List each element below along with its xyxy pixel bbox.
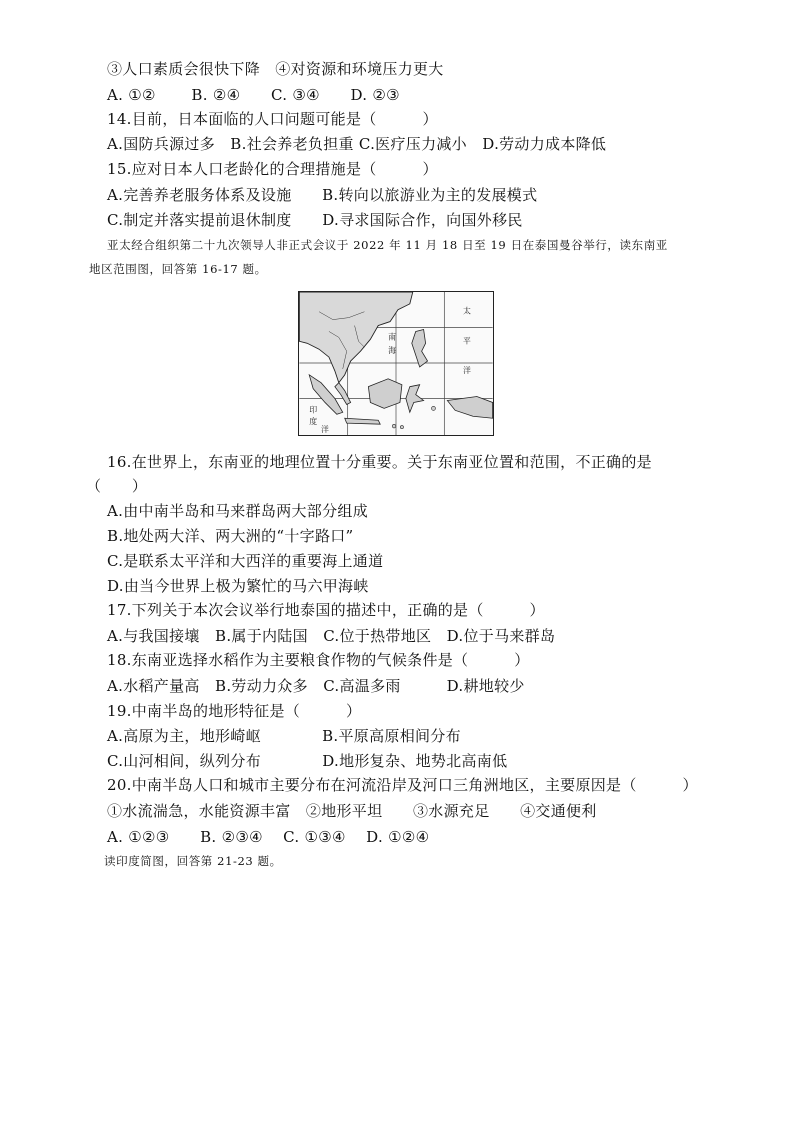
question-line: A.由中南半岛和马来群岛两大部分组成 xyxy=(107,502,369,520)
map-label-du: 度 xyxy=(309,417,318,427)
question-line: 16.在世界上，东南亚的地理位置十分重要。关于东南亚位置和范围，不正确的是 xyxy=(107,453,652,471)
question-line: （ ） xyxy=(86,477,148,495)
map-label-nan: 南 xyxy=(388,332,396,342)
map-label-yin: 印 xyxy=(309,405,318,415)
question-line: C.是联系太平洋和大西洋的重要海上通道 xyxy=(107,552,384,570)
reading-prompt: 亚太经合组织第二十九次领导人非正式会议于 2022 年 11 月 18 日至 19 日在泰国曼谷举行，读东南亚 xyxy=(107,238,668,252)
map-label-hai: 海 xyxy=(388,346,396,356)
question-line: A.高原为主，地形崎岖 B.平原高原相间分布 xyxy=(107,727,461,745)
question-line: A.国防兵源过多 B.社会养老负担重 C.医疗压力减小 D.劳动力成本降低 xyxy=(107,135,607,153)
reading-prompt-india: 读印度简图，回答第 21-23 题。 xyxy=(104,854,282,868)
question-line: A.水稻产量高 B.劳动力众多 C.高温多雨 D.耕地较少 xyxy=(107,677,525,695)
question-line: A.与我国接壤 B.属于内陆国 C.位于热带地区 D.位于马来群岛 xyxy=(107,627,556,645)
question-line: A. ①②③ B. ②③④ C. ①③④ D. ①②④ xyxy=(107,828,430,846)
question-line: 20.中南半岛人口和城市主要分布在河流沿岸及河口三角洲地区，主要原因是（ ） xyxy=(107,776,698,794)
question-line: 19.中南半岛的地形特征是（ ） xyxy=(107,702,362,720)
question-line: D.由当今世界上极为繁忙的马六甲海峡 xyxy=(107,577,369,595)
map-label-yang2: 洋 xyxy=(321,425,329,435)
map-label-yang1: 洋 xyxy=(463,365,471,375)
question-line: 14.目前，日本面临的人口问题可能是（ ） xyxy=(107,110,438,128)
question-line: 17.下列关于本次会议举行地泰国的描述中，正确的是（ ） xyxy=(107,601,545,619)
question-line: A.完善养老服务体系及设施 B.转向以旅游业为主的发展模式 xyxy=(107,186,538,204)
southeast-asia-map xyxy=(298,291,494,436)
question-line: ③人口素质会很快下降 ④对资源和环境压力更大 xyxy=(107,60,444,78)
map-label-tai: 太 xyxy=(463,306,471,316)
reading-prompt: 地区范围图，回答第 16-17 题。 xyxy=(89,262,267,276)
map-label-ping: 平 xyxy=(463,336,471,346)
question-line: B.地处两大洋、两大洲的“十字路口” xyxy=(107,527,354,545)
question-line: C.山河相间，纵列分布 D.地形复杂、地势北高南低 xyxy=(107,752,508,770)
question-line: 18.东南亚选择水稻作为主要粮食作物的气候条件是（ ） xyxy=(107,651,530,669)
question-line: A. ①② B. ②④ C. ③④ D. ②③ xyxy=(107,86,400,104)
question-line: C.制定并落实提前退休制度 D.寻求国际合作，向国外移民 xyxy=(107,211,523,229)
question-line: 15.应对日本人口老龄化的合理措施是（ ） xyxy=(107,160,438,178)
question-line: ①水流湍急，水能资源丰富 ②地形平坦 ③水源充足 ④交通便利 xyxy=(107,802,597,820)
map-drawing xyxy=(299,292,493,435)
